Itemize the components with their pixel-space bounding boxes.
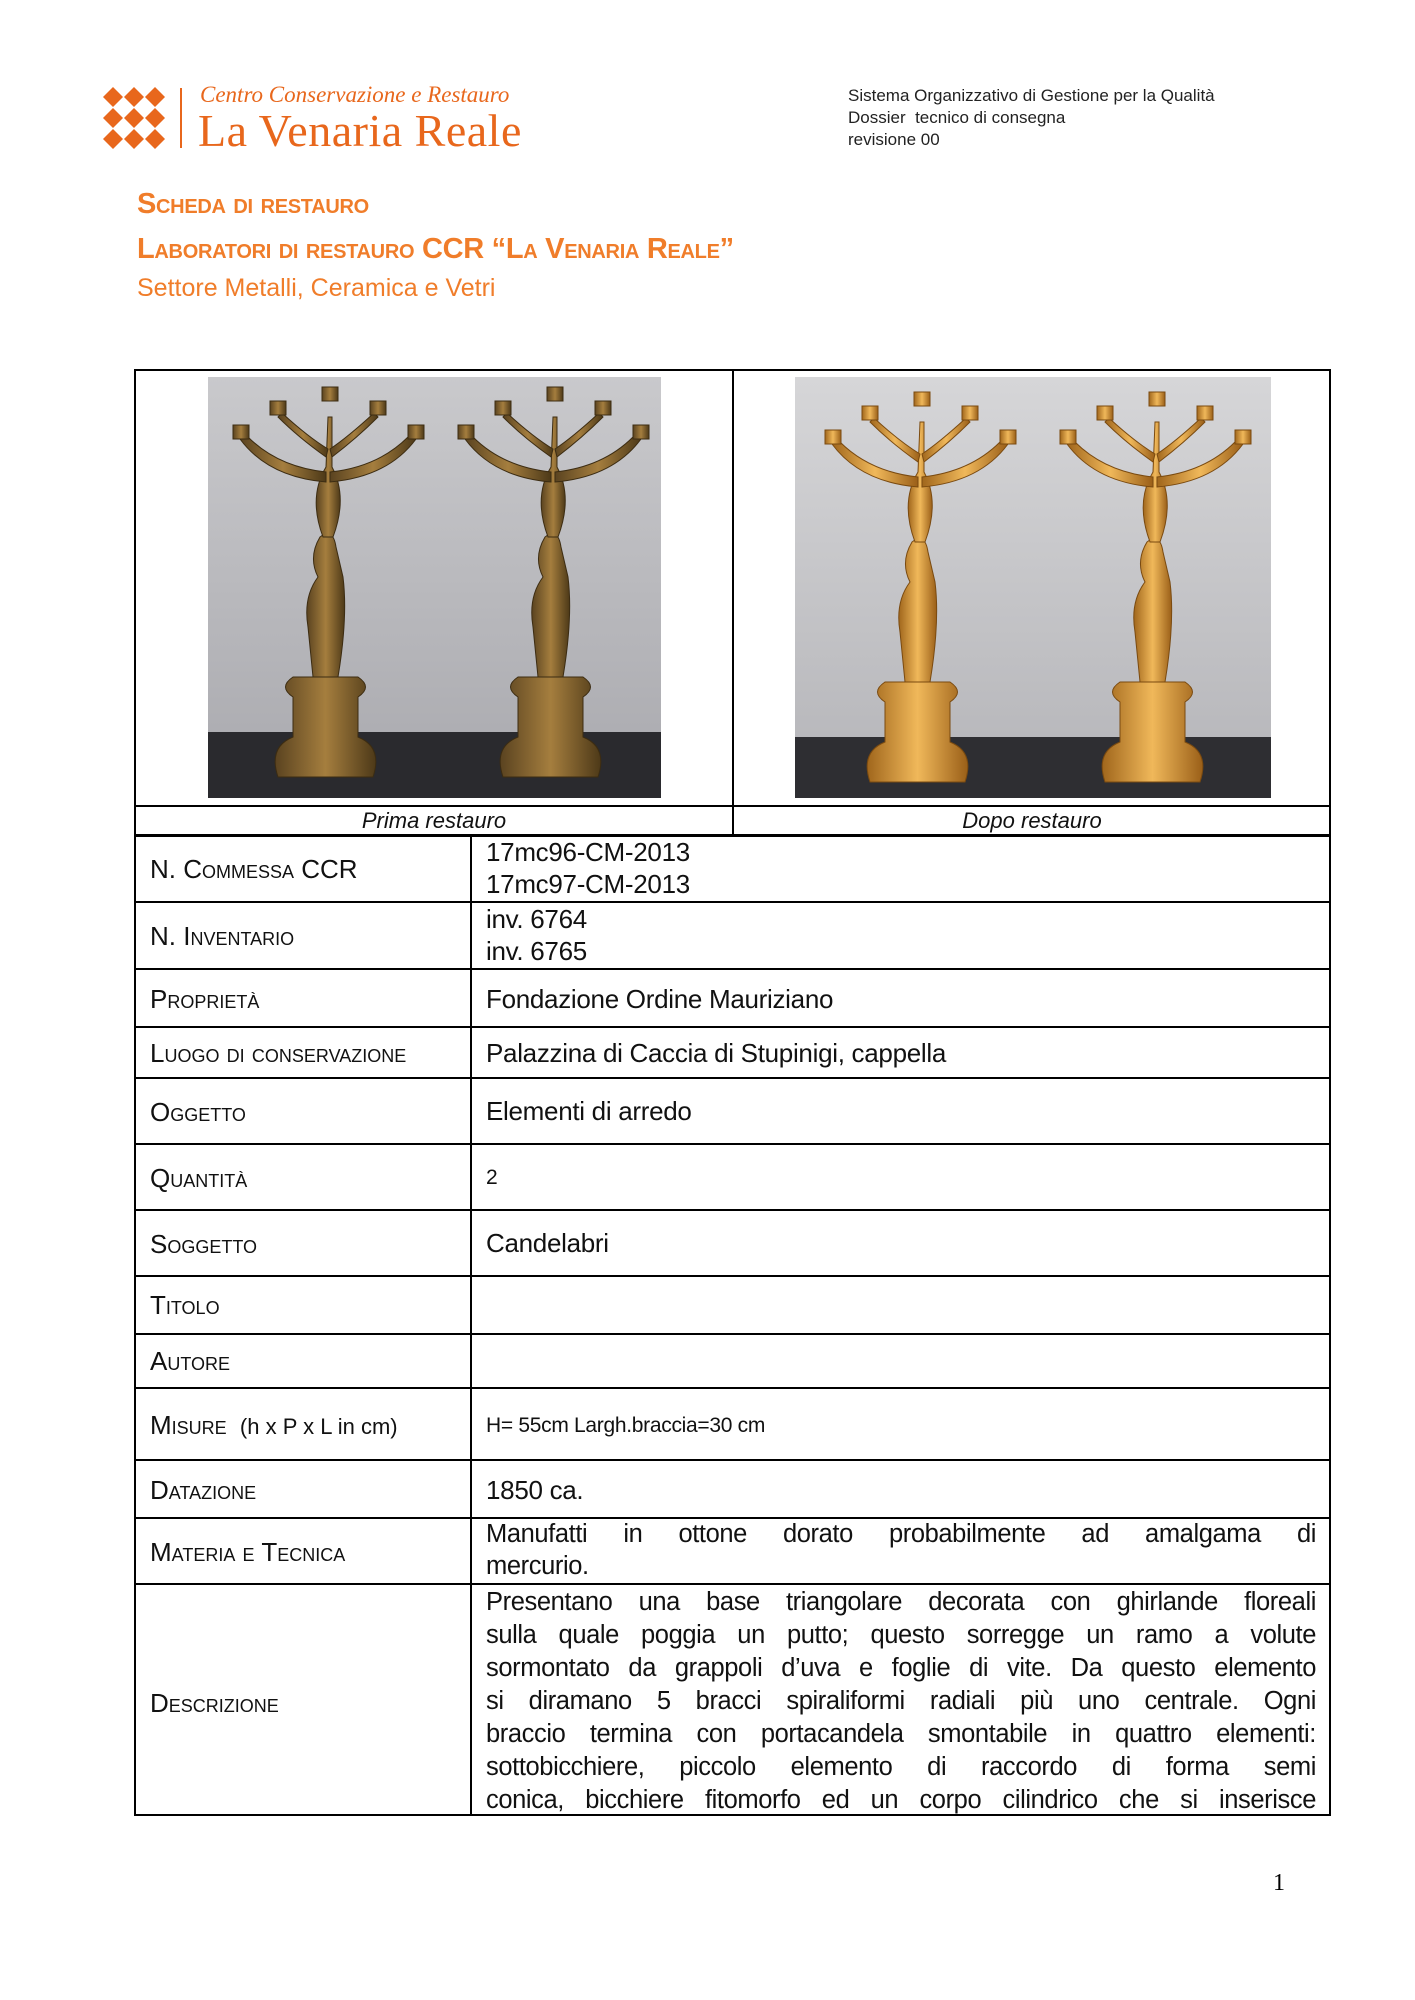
system-line: revisione 00: [848, 130, 940, 149]
value-commessa: [486, 836, 690, 900]
label-descrizione: Descrizione: [150, 1688, 279, 1718]
label-titolo: Titolo: [150, 1290, 220, 1320]
value-line: 17mc96-CM-2013: [486, 837, 690, 867]
label-oggetto: Oggetto: [150, 1097, 246, 1127]
system-line: Dossier tecnico di consegna: [848, 108, 1066, 127]
row-divider: [134, 901, 1331, 903]
document-title: Scheda di restauro: [137, 188, 369, 220]
row-divider: [134, 1387, 1331, 1389]
value-line: braccio termina con portacandela smontabile in quattro elementi:: [486, 1720, 1316, 1748]
photo-before-restoration: [208, 377, 661, 798]
system-line: Sistema Organizzativo di Gestione per la Qualità: [848, 86, 1215, 105]
photo-divider: [732, 369, 734, 836]
caption-after: Dopo restauro: [962, 808, 1102, 833]
row-divider: [134, 1077, 1331, 1079]
value-line: conica, bicchiere fitomorfo ed un corpo cilindrico che si inserisce: [486, 1786, 1316, 1814]
row-divider: [134, 1143, 1331, 1145]
value-oggetto: Elementi di arredo: [486, 1096, 692, 1126]
value-misure: H= 55cm Largh.braccia=30 cm: [486, 1414, 766, 1437]
value-line: mercurio.: [486, 1552, 589, 1580]
value-inventario: [486, 903, 587, 967]
logo-diamonds-icon: [103, 87, 165, 149]
label-quantita: Quantità: [150, 1163, 248, 1193]
label-commessa: N. Commessa CCR: [150, 854, 358, 884]
logo-divider: [180, 88, 182, 148]
label-soggetto: Soggetto: [150, 1229, 258, 1259]
value-materia: [486, 1518, 1316, 1582]
value-line: inv. 6765: [486, 936, 587, 966]
quality-system-info: [848, 85, 1215, 151]
value-line: si diramano 5 bracci spiraliformi radiali più uno centrale. Ogni: [486, 1687, 1316, 1715]
label-misure-note: (h x P x L in cm): [239, 1414, 398, 1439]
value-soggetto: Candelabri: [486, 1228, 609, 1258]
label-datazione: Datazione: [150, 1475, 257, 1505]
row-divider: [134, 1209, 1331, 1211]
value-line: sottobicchiere, piccolo elemento di raccordo di forma semi: [486, 1753, 1316, 1781]
value-line: inv. 6764: [486, 904, 587, 934]
label-materia: Materia e Tecnica: [150, 1537, 346, 1567]
photo-after-restoration: [795, 377, 1271, 798]
label-autore: Autore: [150, 1346, 231, 1376]
row-divider: [134, 834, 1331, 837]
logo-title: La Venaria Reale: [198, 105, 522, 156]
value-proprieta: Fondazione Ordine Mauriziano: [486, 984, 834, 1014]
value-datazione: 1850 ca.: [486, 1475, 584, 1505]
value-luogo: Palazzina di Caccia di Stupinigi, cappella: [486, 1038, 947, 1068]
sector-heading: Settore Metalli, Ceramica e Vetri: [137, 274, 496, 302]
label-misure: [150, 1410, 398, 1441]
row-divider: [134, 1459, 1331, 1461]
row-divider: [134, 805, 1331, 807]
row-divider: [134, 1333, 1331, 1335]
value-line: Manufatti in ottone dorato probabilmente ad amalgama di: [486, 1520, 1316, 1548]
column-divider: [470, 835, 472, 1816]
caption-before: Prima restauro: [361, 808, 507, 833]
label-inventario: N. Inventario: [150, 921, 295, 951]
label-luogo: Luogo di conservazione: [150, 1038, 407, 1068]
row-divider: [134, 1583, 1331, 1585]
row-divider: [134, 1026, 1331, 1028]
value-line: Presentano una base triangolare decorata con ghirlande floreali: [486, 1588, 1316, 1616]
row-divider: [134, 1275, 1331, 1277]
value-descrizione: [486, 1586, 1316, 1817]
label-misure-text: Misure: [150, 1410, 227, 1440]
label-proprieta: Proprietà: [150, 984, 260, 1014]
logo-subtitle: Centro Conservazione e Restauro: [200, 82, 510, 107]
lab-heading: Laboratori di restauro CCR “La Venaria Reale”: [137, 233, 734, 265]
page-number: 1: [1273, 1870, 1285, 1896]
value-line: sormontato da grappoli d’uva e foglie di vite. Da questo elemento: [486, 1654, 1316, 1682]
value-line: 17mc97-CM-2013: [486, 869, 690, 899]
value-quantita: 2: [486, 1166, 498, 1189]
value-line: sulla quale poggia un putto; questo sorregge un ramo a volute: [486, 1621, 1316, 1649]
row-divider: [134, 968, 1331, 970]
